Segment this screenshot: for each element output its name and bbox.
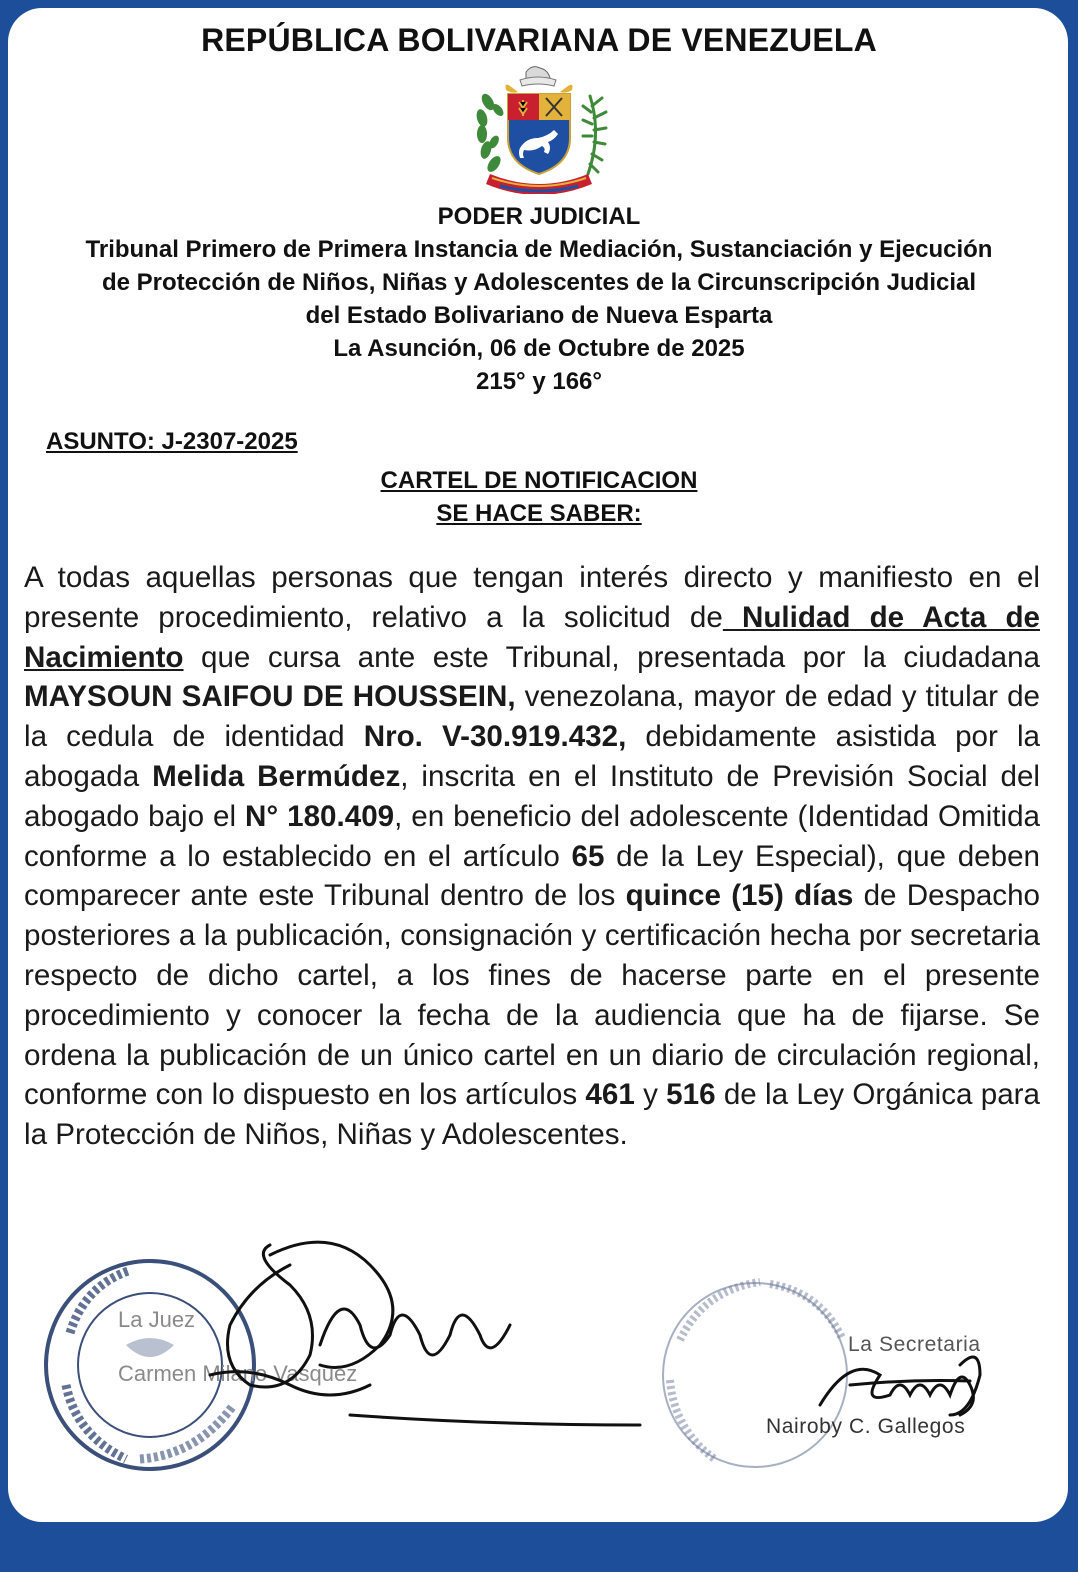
secretary-name: Nairoby C. Gallegos: [766, 1415, 966, 1438]
court-header: [0, 200, 1078, 398]
article-516: 516: [666, 1078, 716, 1112]
secretary-signature-icon: [810, 1345, 1010, 1425]
secretary-title: La Secretaria: [848, 1333, 981, 1356]
judge-name: Carmen Milano Vasquez: [118, 1361, 358, 1386]
deadline-days: quince (15) días: [625, 879, 854, 913]
coat-of-arms-icon: [470, 62, 608, 194]
court-name-line-3: del Estado Bolivariano de Nueva Esparta: [305, 302, 773, 329]
institution-name: PODER JUDICIAL: [437, 203, 641, 230]
country-title: REPÚBLICA BOLIVARIANA DE VENEZUELA: [201, 22, 877, 58]
body-text-9: y: [634, 1078, 667, 1112]
judge-signature-icon: [150, 1225, 650, 1445]
court-name-line-2: de Protección de Niños, Niñas y Adolescentes de la Circunscripción Judicial: [101, 269, 977, 296]
body-text-6: , en beneficio del adolescente (Identidad Omitida conforme a lo establecido en el artículo: [24, 799, 1040, 873]
body-text-7: de la Ley Especial), que deben comparecer ante este Tribunal dentro de los: [24, 839, 1040, 913]
body-text-10: de la Ley Orgánica para la Protección de Niños, Niñas y Adolescentes.: [24, 1078, 1040, 1152]
body-text-4: debidamente asistida por la abogada: [24, 720, 1041, 793]
judge-title: La Juez: [118, 1307, 196, 1332]
article-461: 461: [585, 1078, 635, 1112]
body-text-1: A todas aquellas personas que tengan interés directo y manifiesto en el presente procedimiento, relativo a la solicitud de: [24, 561, 1040, 634]
notice-subtitle: SE HACE SABER:: [436, 500, 642, 527]
body-text-5: , inscrita en el Instituto de Previsión Social del abogado bajo el: [24, 759, 1040, 833]
case-number: ASUNTO: J-2307-2025: [46, 428, 298, 455]
body-text-8: de Despacho posteriores a la publicación, consignación y certificación hecha por secretaria respecto de dicho cartel, a los fines de hacerse parte en el presente procedimiento y conocer la fecha de la audiencia que ha de fijarse. Se ordena la publicación de un único cartel en un diario de circulación regional, conforme con lo dispuesto en los artículos: [24, 879, 1041, 1112]
id-number: Nro. V-30.919.432,: [363, 720, 627, 754]
article-number: 65: [571, 839, 605, 873]
lawyer-registry-number: N° 180.409: [245, 799, 395, 833]
years-line: 215° y 166°: [476, 368, 602, 395]
body-text-3: venezolana, mayor de edad y titular de la cedula de identidad: [24, 680, 1040, 754]
signature-area: [0, 1225, 1078, 1515]
body-text-2: que cursa ante este Tribunal, presentada por la ciudadana: [183, 640, 1040, 674]
court-name-line-1: Tribunal Primero de Primera Instancia de Mediación, Sustanciación y Ejecución: [85, 236, 993, 263]
lawyer-name: Melida Bermúdez: [152, 759, 401, 793]
notice-body: [24, 558, 1040, 1155]
request-type: Nulidad de Acta de Nacimiento: [24, 600, 1040, 674]
date-line: La Asunción, 06 de Octubre de 2025: [333, 335, 745, 362]
notice-title: CARTEL DE NOTIFICACION: [380, 467, 698, 494]
applicant-name: MAYSOUN SAIFOU DE HOUSSEIN,: [24, 680, 516, 714]
